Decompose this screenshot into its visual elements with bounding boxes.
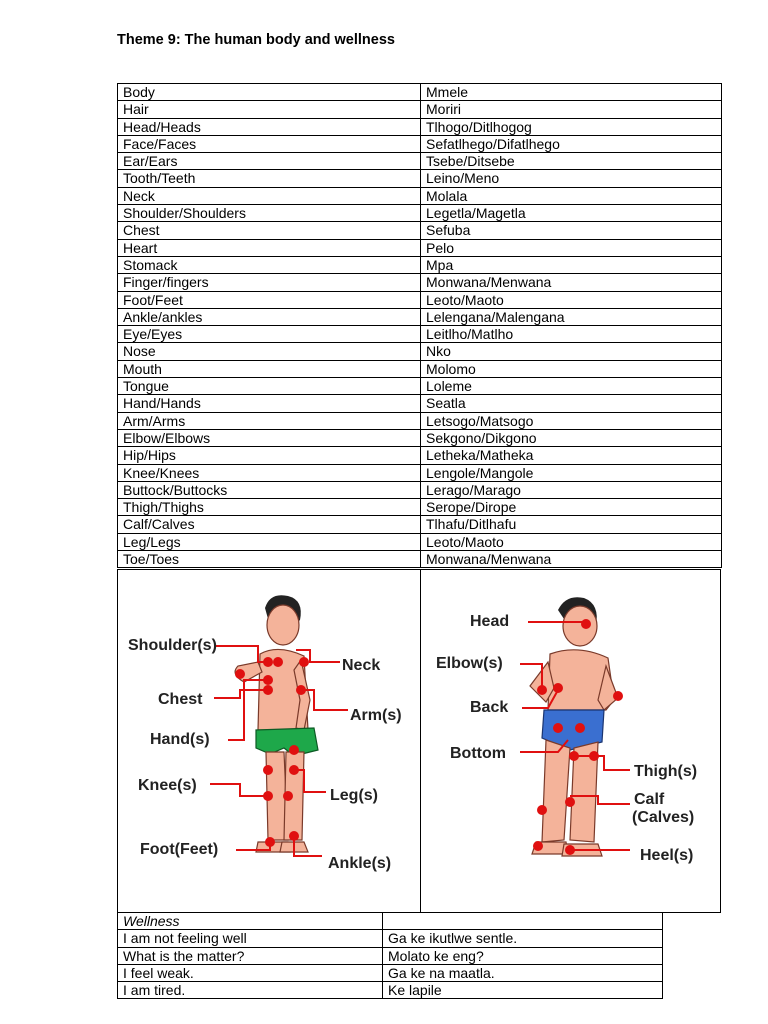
english-term: Foot/Feet [118, 291, 421, 308]
setswana-phrase: Ga ke ikutlwe sentle. [383, 930, 663, 947]
wellness-header: Wellness [118, 913, 383, 930]
label-ankles: Ankle(s) [328, 855, 392, 872]
table-row [118, 464, 722, 481]
table-row [118, 412, 722, 429]
english-term: Ankle/ankles [118, 308, 421, 325]
english-phrase: What is the matter? [118, 947, 383, 964]
english-term: Finger/fingers [118, 274, 421, 291]
english-term: Knee/Knees [118, 464, 421, 481]
english-phrase: I am not feeling well [118, 930, 383, 947]
table-row [118, 947, 663, 964]
english-phrase: I feel weak. [118, 964, 383, 981]
table-row [118, 118, 722, 135]
setswana-term: Sefuba [421, 222, 722, 239]
label-calf: Calf [634, 791, 665, 808]
setswana-term: Legetla/Magetla [421, 205, 722, 222]
english-term: Head/Heads [118, 118, 421, 135]
english-term: Mouth [118, 360, 421, 377]
label-heels: Heel(s) [640, 847, 694, 864]
english-term: Hip/Hips [118, 447, 421, 464]
table-row [118, 964, 663, 981]
vocabulary-table [117, 83, 722, 568]
table-row [118, 187, 722, 204]
english-term: Calf/Calves [118, 516, 421, 533]
english-term: Thigh/Thighs [118, 499, 421, 516]
english-term: Arm/Arms [118, 412, 421, 429]
english-term: Neck [118, 187, 421, 204]
table-row [118, 84, 722, 101]
label-thighs: Thigh(s) [634, 763, 698, 780]
setswana-term: Letheka/Matheka [421, 447, 722, 464]
setswana-term: Lelengana/Malengana [421, 308, 722, 325]
setswana-term: Tsebe/Ditsebe [421, 153, 722, 170]
label-neck: Neck [342, 657, 381, 674]
english-term: Hand/Hands [118, 395, 421, 412]
english-term: Eye/Eyes [118, 326, 421, 343]
english-phrase: I am tired. [118, 982, 383, 999]
table-row [118, 395, 722, 412]
english-term: Face/Faces [118, 135, 421, 152]
setswana-term: Letsogo/Matsogo [421, 412, 722, 429]
english-term: Nose [118, 343, 421, 360]
english-term: Toe/Toes [118, 551, 421, 568]
table-row [118, 135, 722, 152]
setswana-term: Mmele [421, 84, 722, 101]
table-row [118, 360, 722, 377]
table-row [118, 256, 722, 273]
front-view-child [128, 595, 402, 872]
table-row [118, 516, 722, 533]
setswana-term: Seatla [421, 395, 722, 412]
label-chest: Chest [158, 691, 203, 708]
table-row [118, 222, 722, 239]
label-knees: Knee(s) [138, 777, 197, 794]
label-feet: Foot(Feet) [140, 841, 219, 858]
english-term: Ear/Ears [118, 153, 421, 170]
wellness-table [117, 912, 663, 999]
setswana-term: Leitlho/Matlho [421, 326, 722, 343]
label-bottom: Bottom [450, 745, 506, 762]
setswana-phrase: Ke lapile [383, 982, 663, 999]
english-term: Elbow/Elbows [118, 429, 421, 446]
wellness-header-row [118, 913, 663, 930]
setswana-term: Sefatlhego/Difatlhego [421, 135, 722, 152]
table-row [118, 982, 663, 999]
setswana-term: Pelo [421, 239, 722, 256]
setswana-term: Nko [421, 343, 722, 360]
setswana-term: Leoto/Maoto [421, 533, 722, 550]
back-view-child [436, 597, 697, 864]
table-row [118, 308, 722, 325]
table-row [118, 429, 722, 446]
english-term: Heart [118, 239, 421, 256]
table-row [118, 170, 722, 187]
table-row [118, 930, 663, 947]
setswana-term: Monwana/Menwana [421, 274, 722, 291]
label-arms: Arm(s) [350, 707, 402, 724]
english-term: Hair [118, 101, 421, 118]
english-term: Buttock/Buttocks [118, 481, 421, 498]
table-row [118, 101, 722, 118]
setswana-term: Mpa [421, 256, 722, 273]
english-term: Body [118, 84, 421, 101]
label-shoulders: Shoulder(s) [128, 637, 217, 654]
wellness-header-empty [383, 913, 663, 930]
setswana-term: Leino/Meno [421, 170, 722, 187]
table-row [118, 447, 722, 464]
table-row [118, 499, 722, 516]
table-row [118, 551, 722, 568]
setswana-phrase: Ga ke na maatla. [383, 964, 663, 981]
table-row [118, 481, 722, 498]
setswana-phrase: Molato ke eng? [383, 947, 663, 964]
label-legs: Leg(s) [330, 787, 378, 804]
label-calves: (Calves) [632, 809, 695, 826]
setswana-term: Moriri [421, 101, 722, 118]
english-term: Leg/Legs [118, 533, 421, 550]
setswana-term: Lerago/Marago [421, 481, 722, 498]
setswana-term: Loleme [421, 378, 722, 395]
setswana-term: Tlhogo/Ditlhogog [421, 118, 722, 135]
english-term: Shoulder/Shoulders [118, 205, 421, 222]
label-elbows: Elbow(s) [436, 655, 503, 672]
english-term: Stomack [118, 256, 421, 273]
setswana-term: Sekgono/Dikgono [421, 429, 722, 446]
setswana-term: Lengole/Mangole [421, 464, 722, 481]
english-term: Tongue [118, 378, 421, 395]
setswana-term: Molala [421, 187, 722, 204]
table-row [118, 343, 722, 360]
table-row [118, 239, 722, 256]
label-head: Head [470, 613, 510, 630]
table-row [118, 274, 722, 291]
label-hands: Hand(s) [150, 731, 210, 748]
body-illustrations [118, 570, 722, 914]
setswana-term: Serope/Dirope [421, 499, 722, 516]
setswana-term: Tlhafu/Ditlhafu [421, 516, 722, 533]
setswana-term: Monwana/Menwana [421, 551, 722, 568]
table-row [118, 205, 722, 222]
page-title: Theme 9: The human body and wellness [117, 32, 395, 48]
english-term: Tooth/Teeth [118, 170, 421, 187]
table-row [118, 326, 722, 343]
body-diagrams [117, 569, 721, 913]
setswana-term: Molomo [421, 360, 722, 377]
english-term: Chest [118, 222, 421, 239]
table-row [118, 153, 722, 170]
setswana-term: Leoto/Maoto [421, 291, 722, 308]
table-row [118, 533, 722, 550]
table-row [118, 291, 722, 308]
label-back: Back [470, 699, 509, 716]
table-row [118, 378, 722, 395]
